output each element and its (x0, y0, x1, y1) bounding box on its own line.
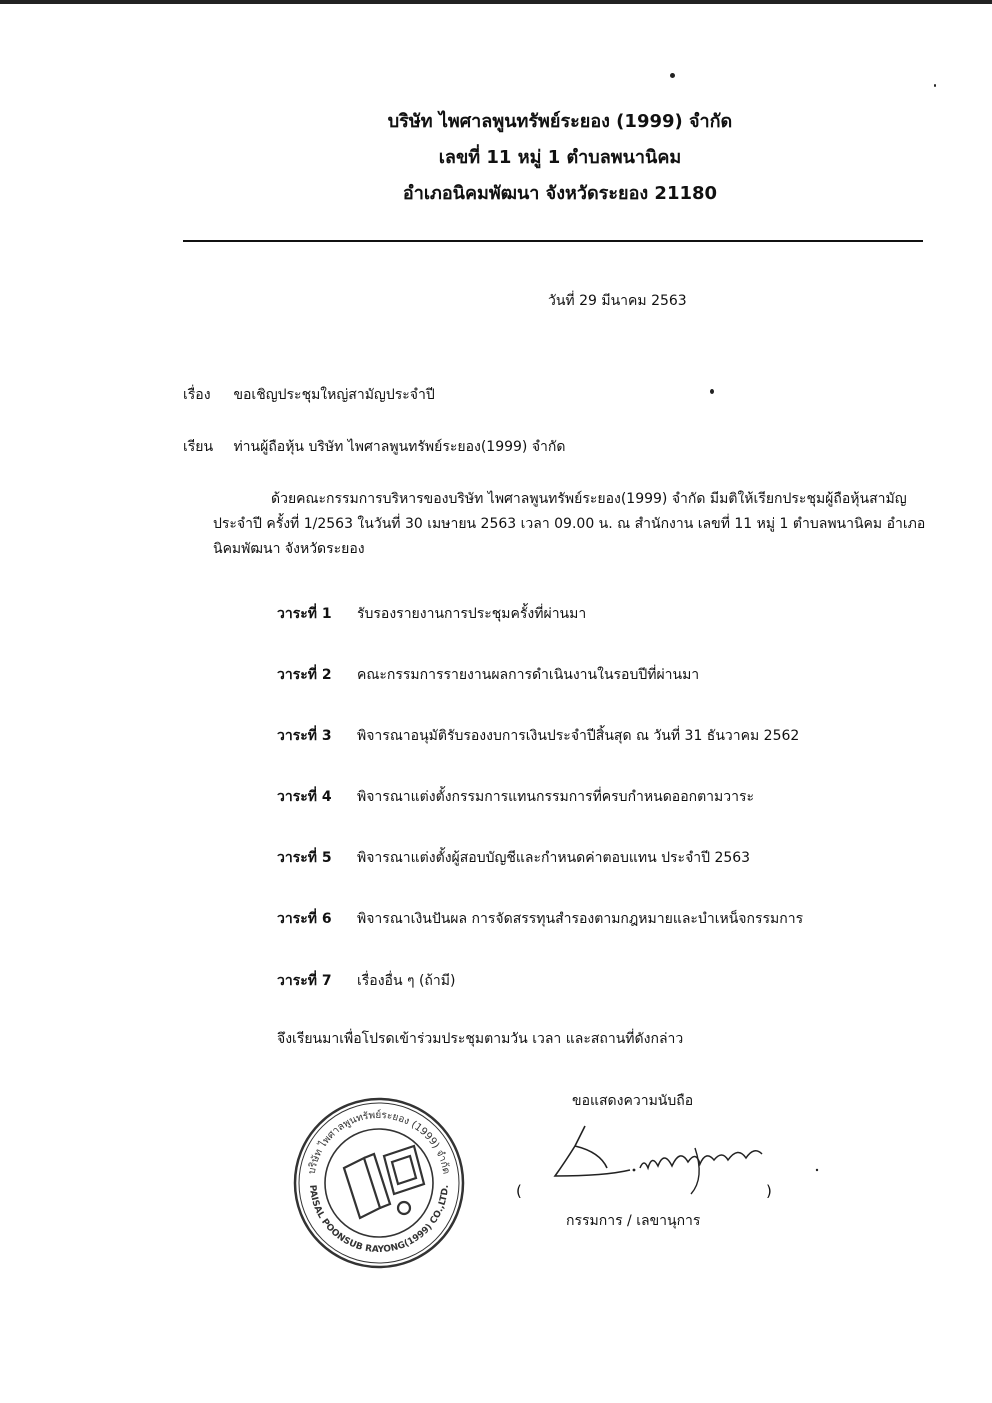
top-border-line (0, 0, 992, 4)
agenda-number: วาระที่ 2 (277, 667, 332, 683)
subject-line (183, 384, 435, 406)
addressee-text: ท่านผู้ถือหุ้น บริษัท ไพศาลพูนทรัพย์ระยอง(1999) จำกัด (233, 439, 566, 455)
letter-date: วันที่ 29 มีนาคม 2563 (548, 293, 687, 309)
agenda-number: วาระที่ 7 (277, 973, 332, 989)
scan-speck (710, 389, 714, 394)
scan-speck (670, 73, 675, 78)
signatory-title: กรรมการ / เลขานุการ (566, 1213, 701, 1229)
agenda-item (277, 725, 917, 747)
agenda-text: พิจารณาแต่งตั้งผู้สอบบัญชีและกำหนดค่าตอบแทน ประจำปี 2563 (357, 850, 751, 866)
agenda-item (277, 664, 917, 686)
letter-body (213, 487, 943, 562)
closing-sentence: จึงเรียนมาเพื่อโปรดเข้าร่วมประชุมตามวัน เวลา และสถานที่ดังกล่าว (277, 1031, 684, 1047)
signature-paren-close: ) (766, 1182, 772, 1200)
agenda-item (277, 786, 917, 808)
agenda-item (277, 970, 917, 992)
company-name: บริษัท ไพศาลพูนทรัพย์ระยอง (1999) จำกัด (387, 111, 733, 132)
signature-paren-open: ( (516, 1182, 522, 1200)
agenda-number: วาระที่ 3 (277, 728, 332, 744)
company-address-line: เลขที่ 11 หมู่ 1 ตำบลพนานิคม (438, 147, 682, 168)
seal-english-text: PAISAL POONSUB RAYONG(1999) CO.,LTD. (306, 1184, 451, 1256)
company-district-line: อำเภอนิคมพัฒนา จังหวัดระยอง 21180 (402, 183, 718, 204)
regards-text: ขอแสดงความนับถือ (572, 1093, 694, 1109)
agenda-text: พิจารณาแต่งตั้งกรรมการแทนกรรมการที่ครบกำหนดออกตามวาระ (357, 789, 755, 805)
addressee-line (183, 436, 565, 458)
agenda-item (277, 908, 917, 930)
scan-speck (934, 84, 936, 87)
agenda-text: เรื่องอื่น ๆ (ถ้ามี) (357, 973, 456, 989)
agenda-item (277, 847, 917, 869)
seal-thai-text: บริษัท ไพศาลพูนทรัพย์ระยอง (1999) จำกัด (306, 1109, 452, 1176)
agenda-text: พิจารณาเงินปันผล การจัดสรรทุนสำรองตามกฎหมายและบำเหน็จกรรมการ (357, 911, 804, 927)
agenda-number: วาระที่ 6 (277, 911, 332, 927)
subject-text: ขอเชิญประชุมใหญ่สามัญประจำปี (233, 387, 435, 403)
agenda-number: วาระที่ 5 (277, 850, 332, 866)
body-paragraph: ด้วยคณะกรรมการบริหารของบริษัท ไพศาลพูนทรัพย์ระยอง(1999) จำกัด มีมติให้เรียกประชุมผู้ถือหุ้นสามัญประจำปี ครั้งที่ 1/2563 ในวันที่ 30 เมษายน 2563 เวลา 09.00 น. ณ สำนักงาน เลขที่ 11 หมู่ 1 ตำบลพนานิคม อำเภอนิคมพัฒนา จังหวัดระยอง (213, 491, 926, 557)
addressee-label: เรียน (183, 439, 214, 455)
agenda-text: รับรองรายงานการประชุมครั้งที่ผ่านมา (357, 606, 587, 622)
agenda-number: วาระที่ 4 (277, 789, 332, 805)
agenda-item (277, 603, 917, 625)
company-seal-stamp (292, 1096, 466, 1270)
subject-label: เรื่อง (183, 387, 211, 403)
header-divider (183, 240, 923, 242)
letterhead (300, 104, 820, 212)
handwritten-signature (545, 1118, 835, 1198)
agenda-number: วาระที่ 1 (277, 606, 332, 622)
agenda-text: พิจารณาอนุมัติรับรองงบการเงินประจำปีสิ้นสุด ณ วันที่ 31 ธันวาคม 2562 (357, 728, 800, 744)
agenda-text: คณะกรรมการรายงานผลการดำเนินงานในรอบปีที่ผ่านมา (357, 667, 700, 683)
